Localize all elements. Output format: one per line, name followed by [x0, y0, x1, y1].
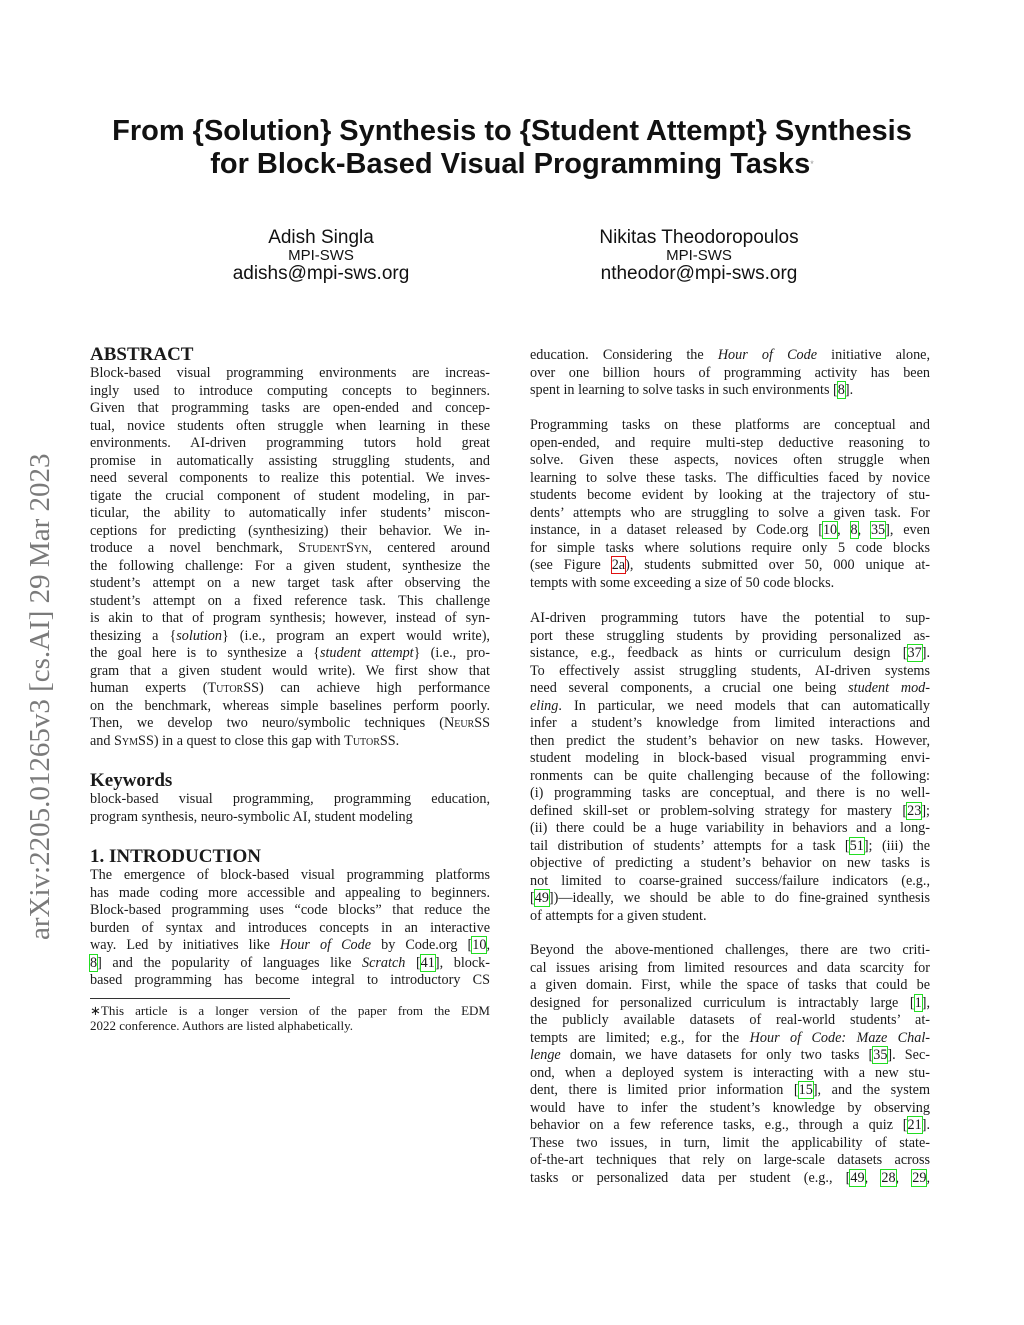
- citation-link[interactable]: 8: [850, 522, 858, 538]
- introduction-heading: 1. INTRODUCTION: [90, 846, 262, 867]
- text-line: designed for personalized curriculum is intractably large [1],: [530, 994, 930, 1011]
- text-line: then predict the student’s behavior on new tasks. However,: [530, 732, 930, 749]
- keywords-body: [90, 791, 490, 826]
- author-block: [539, 227, 859, 284]
- text-line: dents’ attempts who are struggling to solve a given task. For: [530, 504, 930, 521]
- text-line: behavior on a few reference tasks, e.g., through a quiz [21].: [530, 1117, 930, 1133]
- citation-link[interactable]: 35: [870, 522, 886, 538]
- citation-link[interactable]: 23: [907, 802, 922, 819]
- author-block: [161, 227, 481, 284]
- citation-link[interactable]: 21: [907, 1117, 922, 1133]
- text-line: open-ended, and require multi-step deductive reasoning to: [530, 434, 930, 451]
- text-line: dent, there is limited prior information [15], and the system: [530, 1082, 930, 1098]
- citation-link[interactable]: 28: [881, 1169, 896, 1186]
- text-line: Programming tasks on these platforms are conceptual and: [530, 417, 930, 433]
- text-line: would have to infer the student’s knowledge by observing: [530, 1099, 930, 1116]
- text-line: for simple tasks where solutions require only 5 code blocks: [530, 539, 930, 556]
- arxiv-identifier: arXiv:2205.01265v3 [cs.AI] 29 Mar 2023: [24, 453, 56, 940]
- text-line: burden of syntax and introduces concepts in an interactive: [90, 919, 490, 936]
- text-line: cal issues arising from limited resources and data scarcity for: [530, 959, 930, 976]
- text-line: [49])—ideally, we should be able to do fine-grained synthesis: [530, 890, 930, 906]
- citation-link[interactable]: 10: [472, 937, 487, 953]
- footnote-body: [90, 1003, 490, 1033]
- text-line: Beyond the above-mentioned challenges, there are two criti-: [530, 942, 930, 958]
- keywords-heading: Keywords: [90, 770, 173, 791]
- text-line: the publicly available datasets of real-world students’ at-: [530, 1012, 930, 1028]
- text-line: students become evident by looking at the trajectory of stu-: [530, 487, 930, 503]
- footnote: [90, 1003, 490, 1033]
- text-line: over one billion hours of programming activity has been: [530, 364, 930, 381]
- introduction-section: [90, 847, 490, 990]
- abstract-heading: ABSTRACT: [90, 344, 194, 365]
- footnote-divider: [90, 998, 290, 999]
- text-line: solve. Given these aspects, novices often struggle when: [530, 452, 930, 468]
- text-line: education. Considering the Hour of Code initiative alone,: [530, 347, 931, 363]
- paragraph-body: [530, 347, 930, 400]
- text-line: environments. AI-driven programming tutors hold great: [90, 435, 490, 451]
- abstract-body: [90, 365, 490, 750]
- citation-link[interactable]: 8: [90, 954, 98, 971]
- text-line: Then, we develop two neuro/symbolic techniques (NeurSS: [90, 715, 490, 731]
- text-line: 2022 conference. Authors are listed alphabetically.: [90, 1018, 354, 1033]
- text-line: eling. In particular, we need models that can automatically: [530, 697, 930, 714]
- text-line: tempts are limited; e.g., for the Hour of Code: Maze Chal-: [530, 1029, 930, 1046]
- text-line: student’s attempt on a fixed reference task. This challenge: [90, 592, 490, 609]
- citation-link[interactable]: 8: [837, 382, 845, 398]
- text-line: ceptions for predicting (synthesizing) their behavior. We in-: [90, 522, 490, 539]
- paragraph-body: [530, 942, 930, 1187]
- text-line: tual, novice students often struggle when learning in these: [90, 417, 490, 434]
- citation-link[interactable]: 2a: [611, 557, 626, 573]
- text-line: and SymSS) in a quest to close this gap with TutorSS.: [90, 732, 400, 749]
- text-line: ∗This article is a longer version of the paper from the EDM: [90, 1003, 490, 1018]
- text-line: promise in automatically assisting struggling students, and: [90, 452, 490, 469]
- text-line: the following challenge: For a given student, synthesize the: [90, 557, 490, 574]
- text-line: student’s attempt on a new target task after observing the: [90, 575, 490, 591]
- citation-link[interactable]: 29: [912, 1169, 927, 1186]
- text-line: of attempts for a given student.: [530, 907, 707, 924]
- text-line: infer a student’s knowledge from limited interactions and: [530, 715, 930, 731]
- text-line: (i) programming tasks are conceptual, and there is no well-: [530, 785, 930, 801]
- right-paragraph: [530, 417, 930, 592]
- text-line: thesizing a {solution} (i.e., program an expert would write),: [90, 627, 490, 644]
- author-email[interactable]: adishs@mpi-sws.org: [232, 263, 410, 284]
- title-line-2-text: for Block-Based Visual Programming Tasks: [210, 148, 811, 180]
- text-line: of-the-art techniques that rely on large-scale datasets across: [530, 1152, 930, 1168]
- text-line: (ii) there could be a huge variability in behaviors and a long-: [530, 820, 930, 836]
- text-line: defined skill-set or problem-solving strategy for mastery [23];: [530, 802, 930, 819]
- text-line: based programming has become integral to introductory CS: [90, 972, 490, 988]
- text-line: learning to solve these tasks. The difficulties faced by novice: [530, 469, 930, 486]
- text-line: human experts (TutorSS) can achieve high performance: [90, 680, 490, 696]
- citation-link[interactable]: 37: [907, 645, 922, 661]
- text-line: Block-based programming uses “code blocks” that reduce the: [90, 902, 490, 918]
- introduction-body: [90, 867, 490, 990]
- paragraph-body: [530, 417, 930, 592]
- text-line: not limited to coarse-grained success/failure indicators (e.g.,: [530, 872, 930, 889]
- text-line: block-based visual programming, programming education,: [90, 791, 490, 807]
- citation-link[interactable]: 1: [914, 994, 922, 1011]
- text-line: need several components to realize this potential. We inves-: [90, 470, 490, 486]
- text-line: ingly used to introduce computing concepts to beginners.: [90, 382, 490, 399]
- text-line: AI-driven programming tutors have the potential to sup-: [530, 610, 930, 626]
- text-line: tail distribution of students’ attempts for a task [51]; (iii) the: [530, 837, 931, 854]
- text-line: Block-based visual programming environments are increas-: [90, 365, 490, 381]
- text-line: tempts with some exceeding a size of 50 code blocks.: [530, 574, 835, 591]
- text-line: the goal here is to synthesize a {student attempt} (i.e., pro-: [90, 645, 490, 661]
- citation-link[interactable]: 35: [873, 1047, 888, 1063]
- text-line: (see Figure 2a), students submitted over 50, 000 unique at-: [530, 557, 930, 573]
- citation-link[interactable]: 41: [420, 954, 435, 971]
- text-line: troduce a novel benchmark, StudentSyn, centered around: [90, 540, 490, 556]
- text-line: instance, in a dataset released by Code.org [10, 8, 35], even: [530, 522, 931, 538]
- author-name: Nikitas Theodoropoulos: [599, 227, 799, 248]
- author-affiliation: MPI-SWS: [666, 247, 732, 264]
- text-line: program synthesis, neuro-symbolic AI, student modeling: [90, 808, 413, 825]
- citation-link[interactable]: 49: [850, 1169, 865, 1186]
- text-line: student modeling in block-based visual programming envi-: [530, 750, 930, 766]
- abstract-section: [90, 345, 490, 750]
- citation-link[interactable]: 49: [534, 890, 549, 906]
- author-affiliation: MPI-SWS: [288, 247, 354, 264]
- text-line: These two issues, in turn, limit the applicability of state-: [530, 1134, 930, 1151]
- title-line-2: [0, 148, 1024, 181]
- text-line: gram that a given student would write). We first show that: [90, 662, 490, 679]
- text-line: ticular, the ability to automatically infer students’ miscon-: [90, 505, 490, 521]
- text-line: port these struggling students by providing personalized as-: [530, 627, 930, 644]
- text-line: tasks or personalized data per student (e.g., [49, 28, 29,: [530, 1169, 930, 1186]
- title-line-1: From {Solution} Synthesis to {Student Attempt} Synthesis: [112, 115, 912, 147]
- text-line: tigate the crucial component of student modeling, in par-: [90, 487, 490, 504]
- text-line: lenge domain, we have datasets for only two tasks [35]. Sec-: [530, 1047, 930, 1063]
- text-line: is akin to that of program synthesis; however, instead of syn-: [90, 610, 490, 626]
- text-line: objective of predicting a student’s behavior on new tasks is: [530, 855, 930, 871]
- text-line: The emergence of block-based visual programming platforms: [90, 867, 490, 883]
- paper-title: [0, 115, 1024, 181]
- text-line: way. Led by initiatives like Hour of Code by Code.org [10,: [90, 937, 491, 953]
- right-paragraph: [530, 942, 930, 1187]
- text-line: 8] and the popularity of languages like Scratch [41], block-: [90, 954, 490, 971]
- text-line: need several components, a crucial one being student mod-: [530, 680, 930, 696]
- right-paragraph: [530, 610, 930, 925]
- text-line: ond, when a deployed system is interacting with a new stu-: [530, 1064, 930, 1081]
- title-footnote-marker: *: [810, 159, 814, 169]
- text-line: ronments can be quite challenging because of the following:: [530, 767, 930, 784]
- citation-link[interactable]: 15: [798, 1082, 813, 1098]
- text-line: To effectively assist struggling students, AI-driven systems: [530, 662, 930, 679]
- citation-link[interactable]: 51: [849, 837, 864, 854]
- text-line: sistance, e.g., feedback as hints or curriculum design [37].: [530, 645, 930, 661]
- text-line: has made coding more accessible and appealing to beginners.: [90, 884, 490, 901]
- paragraph-body: [530, 610, 930, 925]
- author-email[interactable]: ntheodor@mpi-sws.org: [600, 263, 798, 284]
- text-line: a given domain. First, while the space of tasks that could be: [530, 977, 930, 993]
- text-line: Given that programming tasks are open-ended and concep-: [90, 400, 490, 416]
- author-name: Adish Singla: [268, 227, 374, 248]
- right-paragraph: [530, 347, 930, 400]
- text-line: spent in learning to solve tasks in such environments [8].: [530, 382, 854, 398]
- text-line: on the benchmark, whereas simple baselines perform poorly.: [90, 697, 490, 714]
- citation-link[interactable]: 10: [822, 522, 838, 538]
- keywords-section: [90, 771, 490, 826]
